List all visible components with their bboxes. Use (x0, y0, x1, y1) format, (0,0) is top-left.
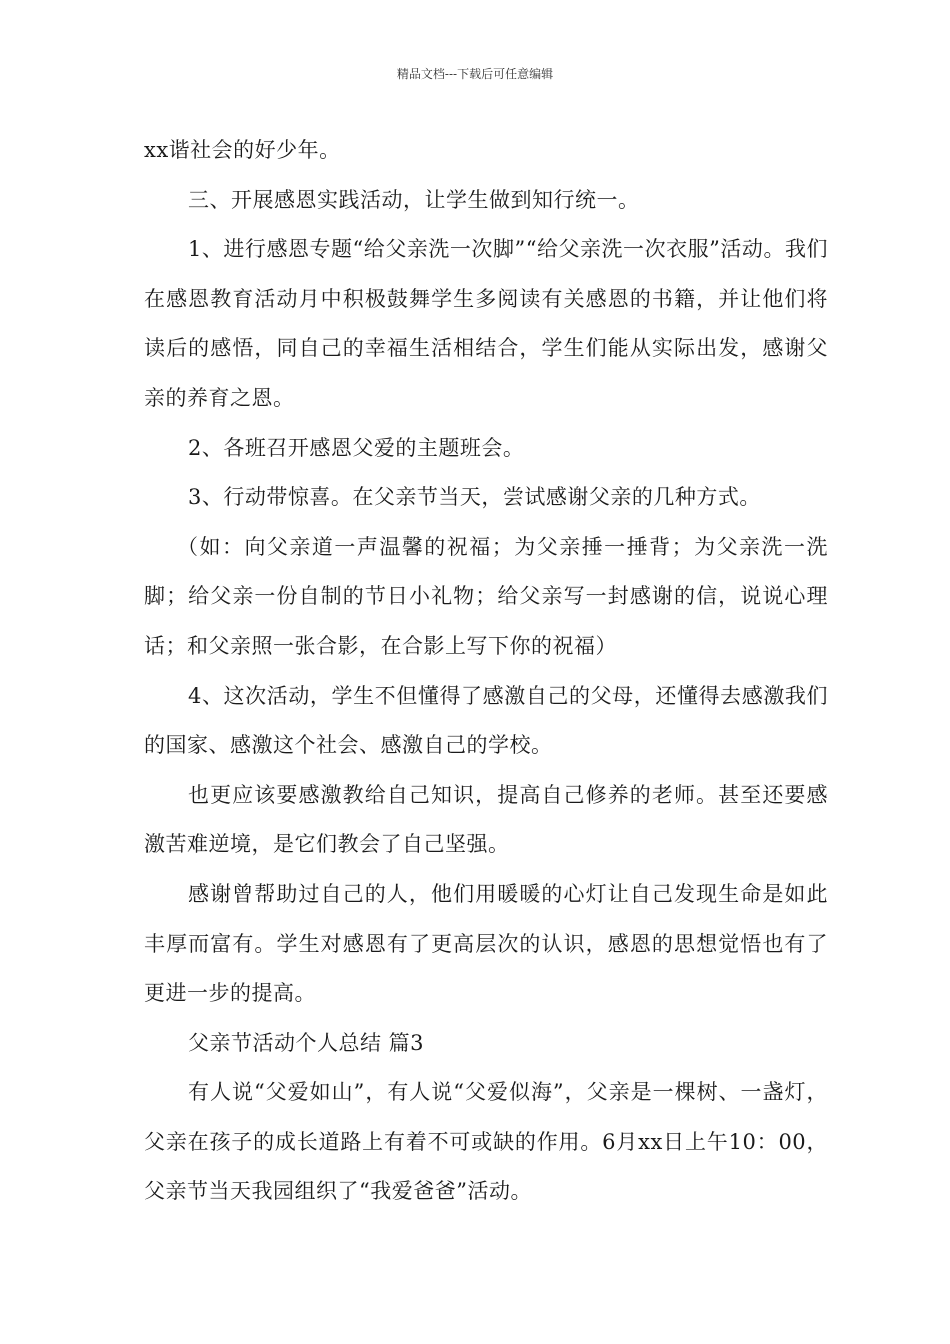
document-body (144, 126, 828, 1217)
paragraph-1: xx谐社会的好少年。 (144, 138, 341, 162)
paragraph-11: 有人说“父爱如山”，有人说“父爱似海”，父亲是一棵树、一盏灯，父亲在孩子的成长道路上有着不可或缺的作用。6月xx日上午10：00，父亲节当天我园组织了“我爱爸爸”活动。 (144, 1080, 828, 1204)
section-heading: 父亲节活动个人总结 篇3 (188, 1030, 425, 1055)
paragraph-4: 2、各班召开感恩父爱的主题班会。 (188, 435, 525, 460)
page-header: 精品文档---下载后可任意编辑 (396, 67, 554, 81)
paragraph-6: （如：向父亲道一声温馨的祝福；为父亲捶一捶背；为父亲洗一洗脚；给父亲一份自制的节日小礼物；给父亲写一封感谢的信，说说心理话；和父亲照一张合影，在合影上写下你的祝福） (144, 534, 828, 658)
paragraph-5: 3、行动带惊喜。在父亲节当天，尝试感谢父亲的几种方式。 (188, 485, 761, 510)
paragraph-2: 三、开展感恩实践活动，让学生做到知行统一。 (188, 187, 640, 212)
paragraph-9: 感谢曾帮助过自己的人，他们用暖暖的心灯让自己发现生命是如此丰厚而富有。学生对感恩有了更高层次的认识，感恩的思想觉悟也有了更进一步的提高。 (144, 881, 828, 1006)
paragraph-3: 1、进行感恩专题“给父亲洗一次脚”“给父亲洗一次衣服”活动。我们在感恩教育活动月中积极鼓舞学生多阅读有关感恩的书籍，并让他们将读后的感悟，同自己的幸福生活相结合，学生们能从实际出发，感谢父亲的养育之恩。 (144, 237, 828, 410)
paragraph-7: 4、这次活动，学生不但懂得了感激自己的父母，还懂得去感激我们的国家、感激这个社会、感激自己的学校。 (144, 683, 828, 758)
paragraph-8: 也更应该要感激教给自己知识，提高自己修养的老师。甚至还要感激苦难逆境，是它们教会了自己坚强。 (144, 782, 828, 857)
